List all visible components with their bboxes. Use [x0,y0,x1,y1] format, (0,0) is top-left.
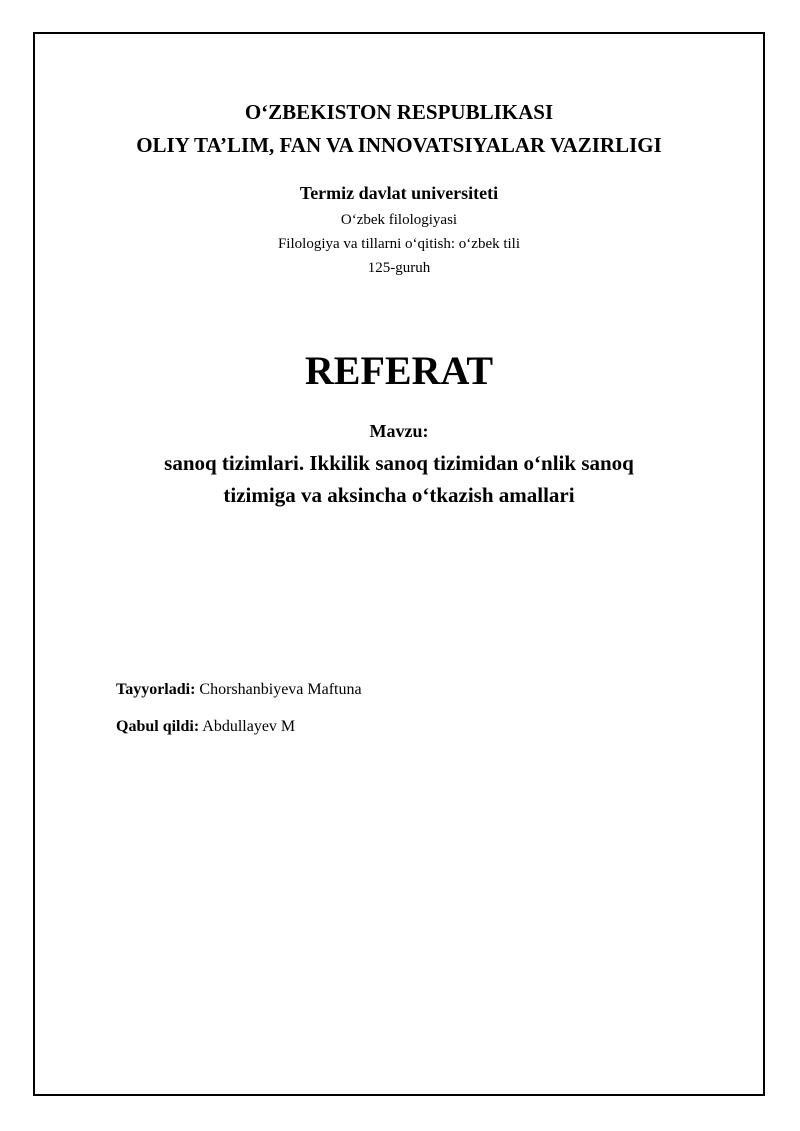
topic-text-line-2: tizimiga va aksincha o‘tkazish amallari [223,483,575,507]
republic-heading: O‘ZBEKISTON RESPUBLIKASI [244,100,554,124]
accepted-by-label: Qabul qildi: [116,718,200,735]
prepared-by-name: Chorshanbiyeva Maftuna [195,681,362,698]
university-name: Termiz davlat universiteti [299,183,499,203]
document-type-title: REFERAT [304,348,494,393]
prepared-by [116,679,362,701]
ministry-heading: OLIY TA’LIM, FAN VA INNOVATSIYALAR VAZIRLIGI [136,133,662,157]
topic-text-line-1: sanoq tizimlari. Ikkilik sanoq tizimidan o‘nlik sanoq [164,451,634,475]
topic-label: Mavzu: [369,421,429,441]
group-number: 125-guruh [367,260,431,276]
study-direction: Filologiya va tillarni o‘qitish: o‘zbek tili [277,236,521,252]
accepted-by [116,716,295,738]
prepared-by-label: Tayyorladi: [116,681,196,698]
accepted-by-name: Abdullayev M [199,718,296,735]
faculty-name: O‘zbek filologiyasi [340,212,458,228]
